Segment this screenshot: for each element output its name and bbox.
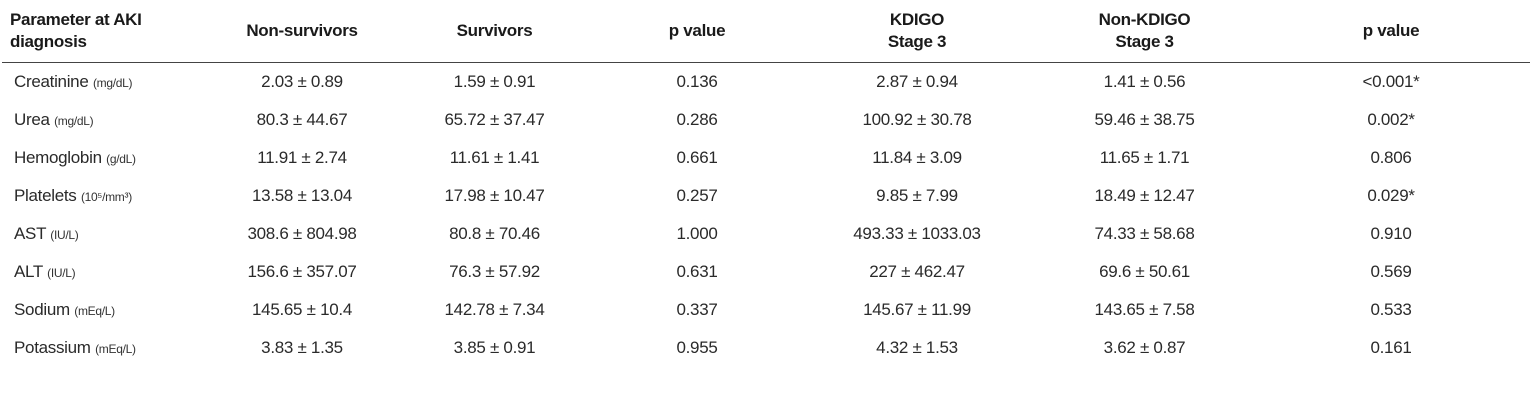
header-parameter-line-1: Parameter at AKI bbox=[10, 10, 142, 29]
cell-non-kdigo: 1.41 ± 0.56 bbox=[1103, 72, 1186, 91]
parameter-name: AST bbox=[14, 224, 46, 243]
cell-p-value-kdigo: 0.910 bbox=[1370, 224, 1412, 243]
cell-p-value-survival: 1.000 bbox=[676, 224, 718, 243]
header-non-kdigo-line-2: Stage 3 bbox=[1115, 32, 1174, 51]
table-row bbox=[2, 139, 1530, 177]
cell-p-value-kdigo: 0.002* bbox=[1367, 110, 1415, 129]
parameter-unit: (IU/L) bbox=[47, 266, 76, 280]
header-kdigo-stage-3 bbox=[797, 0, 1037, 63]
row-parameter bbox=[2, 291, 212, 329]
cell-survivors: 142.78 ± 7.34 bbox=[444, 300, 545, 319]
header-non-survivors: Non-survivors bbox=[246, 21, 358, 40]
row-parameter bbox=[2, 139, 212, 177]
header-non-kdigo-stage-3 bbox=[1037, 0, 1252, 63]
cell-non-survivors: 11.91 ± 2.74 bbox=[257, 148, 347, 167]
cell-p-value-kdigo: 0.029* bbox=[1367, 186, 1415, 205]
header-parameter bbox=[2, 0, 212, 63]
parameter-name: Hemoglobin bbox=[14, 148, 102, 167]
row-parameter bbox=[2, 215, 212, 253]
header-survivors: Survivors bbox=[456, 21, 533, 40]
parameter-name: Urea bbox=[14, 110, 50, 129]
cell-kdigo: 11.84 ± 3.09 bbox=[872, 148, 962, 167]
row-parameter bbox=[2, 101, 212, 139]
header-p-value-kdigo: p value bbox=[1362, 21, 1420, 40]
header-kdigo-line-1: KDIGO bbox=[889, 10, 945, 29]
cell-non-survivors: 308.6 ± 804.98 bbox=[247, 224, 357, 243]
table-header bbox=[2, 0, 1530, 63]
lab-parameters-table bbox=[2, 0, 1530, 367]
parameter-unit: (mg/dL) bbox=[92, 76, 133, 90]
cell-survivors: 17.98 ± 10.47 bbox=[444, 186, 545, 205]
cell-survivors: 76.3 ± 57.92 bbox=[449, 262, 540, 281]
cell-non-survivors: 3.83 ± 1.35 bbox=[261, 338, 343, 357]
header-kdigo-line-2: Stage 3 bbox=[887, 32, 947, 51]
cell-survivors: 65.72 ± 37.47 bbox=[444, 110, 545, 129]
table-row bbox=[2, 177, 1530, 215]
table-row bbox=[2, 63, 1530, 102]
parameter-unit: (mg/dL) bbox=[54, 114, 94, 128]
parameter-unit: (IU/L) bbox=[50, 228, 79, 242]
cell-survivors: 11.61 ± 1.41 bbox=[449, 148, 540, 167]
cell-non-kdigo: 74.33 ± 58.68 bbox=[1094, 224, 1195, 243]
row-parameter bbox=[2, 253, 212, 291]
parameter-unit: (10⁵/mm³) bbox=[80, 190, 132, 204]
cell-p-value-kdigo: <0.001* bbox=[1362, 72, 1420, 91]
parameter-name: Platelets bbox=[14, 186, 77, 205]
cell-p-value-survival: 0.337 bbox=[676, 300, 718, 319]
table-row bbox=[2, 215, 1530, 253]
row-parameter bbox=[2, 329, 212, 367]
header-parameter-line-2: diagnosis bbox=[10, 32, 87, 51]
table-row bbox=[2, 291, 1530, 329]
cell-non-kdigo: 59.46 ± 38.75 bbox=[1094, 110, 1195, 129]
cell-kdigo: 4.32 ± 1.53 bbox=[876, 338, 958, 357]
row-parameter bbox=[2, 63, 212, 102]
cell-p-value-survival: 0.661 bbox=[676, 148, 718, 167]
cell-survivors: 80.8 ± 70.46 bbox=[449, 224, 540, 243]
parameter-name: Potassium bbox=[14, 338, 91, 357]
cell-p-value-survival: 0.286 bbox=[676, 110, 718, 129]
parameter-name: ALT bbox=[14, 262, 43, 281]
header-row bbox=[2, 0, 1530, 63]
parameter-unit: (mEq/L) bbox=[95, 342, 136, 356]
parameter-unit: (g/dL) bbox=[106, 152, 136, 166]
parameter-unit: (mEq/L) bbox=[74, 304, 115, 318]
cell-non-survivors: 2.03 ± 0.89 bbox=[261, 72, 343, 91]
parameter-name: Sodium bbox=[14, 300, 70, 319]
cell-survivors: 1.59 ± 0.91 bbox=[453, 72, 536, 91]
cell-p-value-survival: 0.136 bbox=[676, 72, 718, 91]
cell-non-survivors: 145.65 ± 10.4 bbox=[252, 300, 352, 319]
cell-kdigo: 2.87 ± 0.94 bbox=[876, 72, 958, 91]
header-p-value-survival: p value bbox=[668, 21, 726, 40]
table-row bbox=[2, 329, 1530, 367]
cell-non-survivors: 156.6 ± 357.07 bbox=[247, 262, 357, 281]
cell-survivors: 3.85 ± 0.91 bbox=[453, 338, 536, 357]
cell-p-value-kdigo: 0.533 bbox=[1370, 300, 1412, 319]
cell-non-kdigo: 18.49 ± 12.47 bbox=[1094, 186, 1195, 205]
cell-p-value-survival: 0.257 bbox=[676, 186, 718, 205]
cell-p-value-kdigo: 0.569 bbox=[1370, 262, 1412, 281]
cell-non-survivors: 13.58 ± 13.04 bbox=[252, 186, 352, 205]
cell-kdigo: 227 ± 462.47 bbox=[869, 262, 965, 281]
cell-kdigo: 100.92 ± 30.78 bbox=[862, 110, 972, 129]
row-parameter bbox=[2, 177, 212, 215]
parameter-name: Creatinine bbox=[14, 72, 89, 91]
cell-non-kdigo: 143.65 ± 7.58 bbox=[1094, 300, 1195, 319]
cell-non-kdigo: 11.65 ± 1.71 bbox=[1099, 148, 1190, 167]
table-row bbox=[2, 101, 1530, 139]
cell-p-value-kdigo: 0.806 bbox=[1370, 148, 1412, 167]
cell-p-value-survival: 0.955 bbox=[676, 338, 718, 357]
cell-kdigo: 9.85 ± 7.99 bbox=[876, 186, 958, 205]
cell-non-kdigo: 69.6 ± 50.61 bbox=[1099, 262, 1190, 281]
table-body bbox=[2, 63, 1530, 368]
table-row bbox=[2, 253, 1530, 291]
cell-kdigo: 493.33 ± 1033.03 bbox=[853, 224, 981, 243]
cell-p-value-kdigo: 0.161 bbox=[1370, 338, 1412, 357]
cell-p-value-survival: 0.631 bbox=[676, 262, 718, 281]
header-non-kdigo-line-1: Non-KDIGO bbox=[1098, 10, 1191, 29]
cell-non-survivors: 80.3 ± 44.67 bbox=[256, 110, 348, 129]
cell-non-kdigo: 3.62 ± 0.87 bbox=[1103, 338, 1186, 357]
cell-kdigo: 145.67 ± 11.99 bbox=[863, 300, 971, 319]
